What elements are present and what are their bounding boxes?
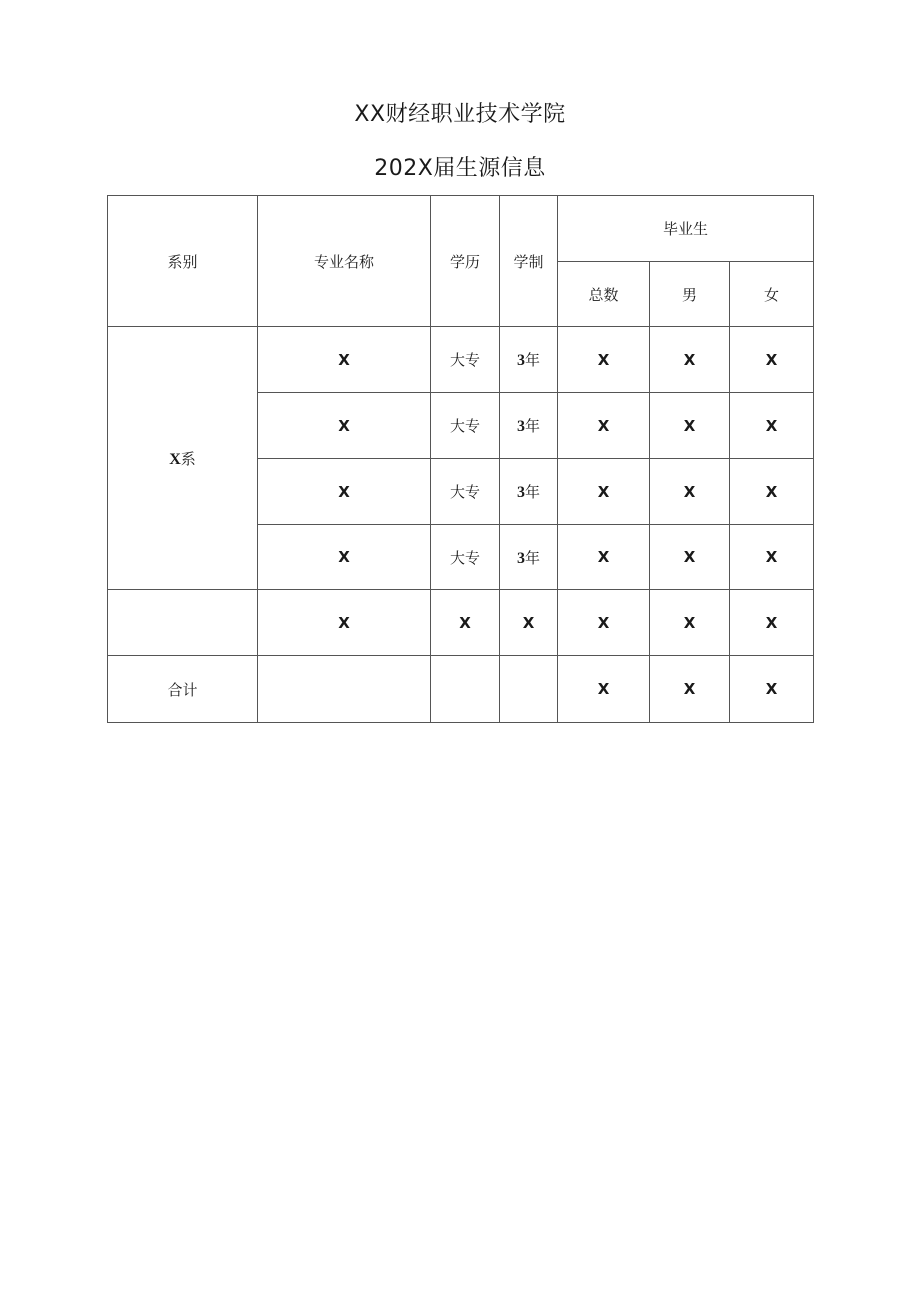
duration-cell <box>500 393 558 459</box>
female-cell: X <box>730 393 814 459</box>
header-row-1 <box>108 196 814 262</box>
duration-cell <box>500 459 558 525</box>
duration-unit: 年 <box>524 483 540 501</box>
duration-number: 3 <box>516 418 525 435</box>
header-male: 男 <box>650 262 730 327</box>
education-cell: 大专 <box>431 459 500 525</box>
education-cell <box>431 656 500 723</box>
male-cell: X <box>650 656 730 723</box>
header-graduates: 毕业生 <box>558 196 814 262</box>
female-cell: X <box>730 656 814 723</box>
education-cell: 大专 <box>431 393 500 459</box>
duration-number: 3 <box>516 352 525 369</box>
department-code: X <box>169 450 181 468</box>
header-major: 专业名称 <box>258 196 431 327</box>
document-subtitle: 202X届生源信息 <box>374 156 546 181</box>
major-cell: X <box>258 327 431 393</box>
total-cell: X <box>558 525 650 590</box>
female-cell: X <box>730 525 814 590</box>
header-education: 学历 <box>431 196 500 327</box>
major-cell <box>258 656 431 723</box>
graduate-source-table <box>107 195 814 723</box>
major-cell: X <box>258 459 431 525</box>
table-row <box>108 590 814 656</box>
total-cell: X <box>558 590 650 656</box>
male-cell: X <box>650 393 730 459</box>
department-suffix: 系 <box>180 449 196 468</box>
duration-unit: 年 <box>524 351 540 369</box>
male-cell: X <box>650 525 730 590</box>
female-cell: X <box>730 590 814 656</box>
education-cell: X <box>431 590 500 656</box>
male-cell: X <box>650 327 730 393</box>
total-cell: X <box>558 656 650 723</box>
duration-number: 3 <box>516 549 525 567</box>
duration-cell: X <box>500 590 558 656</box>
header-female: 女 <box>730 262 814 327</box>
table-row <box>108 327 814 393</box>
duration-unit: 年 <box>524 548 540 567</box>
female-cell: X <box>730 327 814 393</box>
duration-cell <box>500 327 558 393</box>
major-cell: X <box>258 590 431 656</box>
duration-cell <box>500 656 558 723</box>
education-cell: 大专 <box>431 525 500 590</box>
duration-cell <box>500 525 558 590</box>
major-cell: X <box>258 525 431 590</box>
duration-unit: 年 <box>524 417 540 435</box>
male-cell: X <box>650 590 730 656</box>
male-cell: X <box>650 459 730 525</box>
header-total: 总数 <box>558 262 650 327</box>
document-title: XX财经职业技术学院 <box>354 102 566 127</box>
total-cell: X <box>558 393 650 459</box>
total-cell: X <box>558 459 650 525</box>
department-cell <box>108 590 258 656</box>
duration-number: 3 <box>516 484 525 501</box>
female-cell: X <box>730 459 814 525</box>
total-label: 合计 <box>108 656 258 723</box>
header-duration: 学制 <box>500 196 558 327</box>
total-row <box>108 656 814 723</box>
total-cell: X <box>558 327 650 393</box>
header-department: 系别 <box>108 196 258 327</box>
education-cell: 大专 <box>431 327 500 393</box>
department-cell <box>108 327 258 590</box>
major-cell: X <box>258 393 431 459</box>
